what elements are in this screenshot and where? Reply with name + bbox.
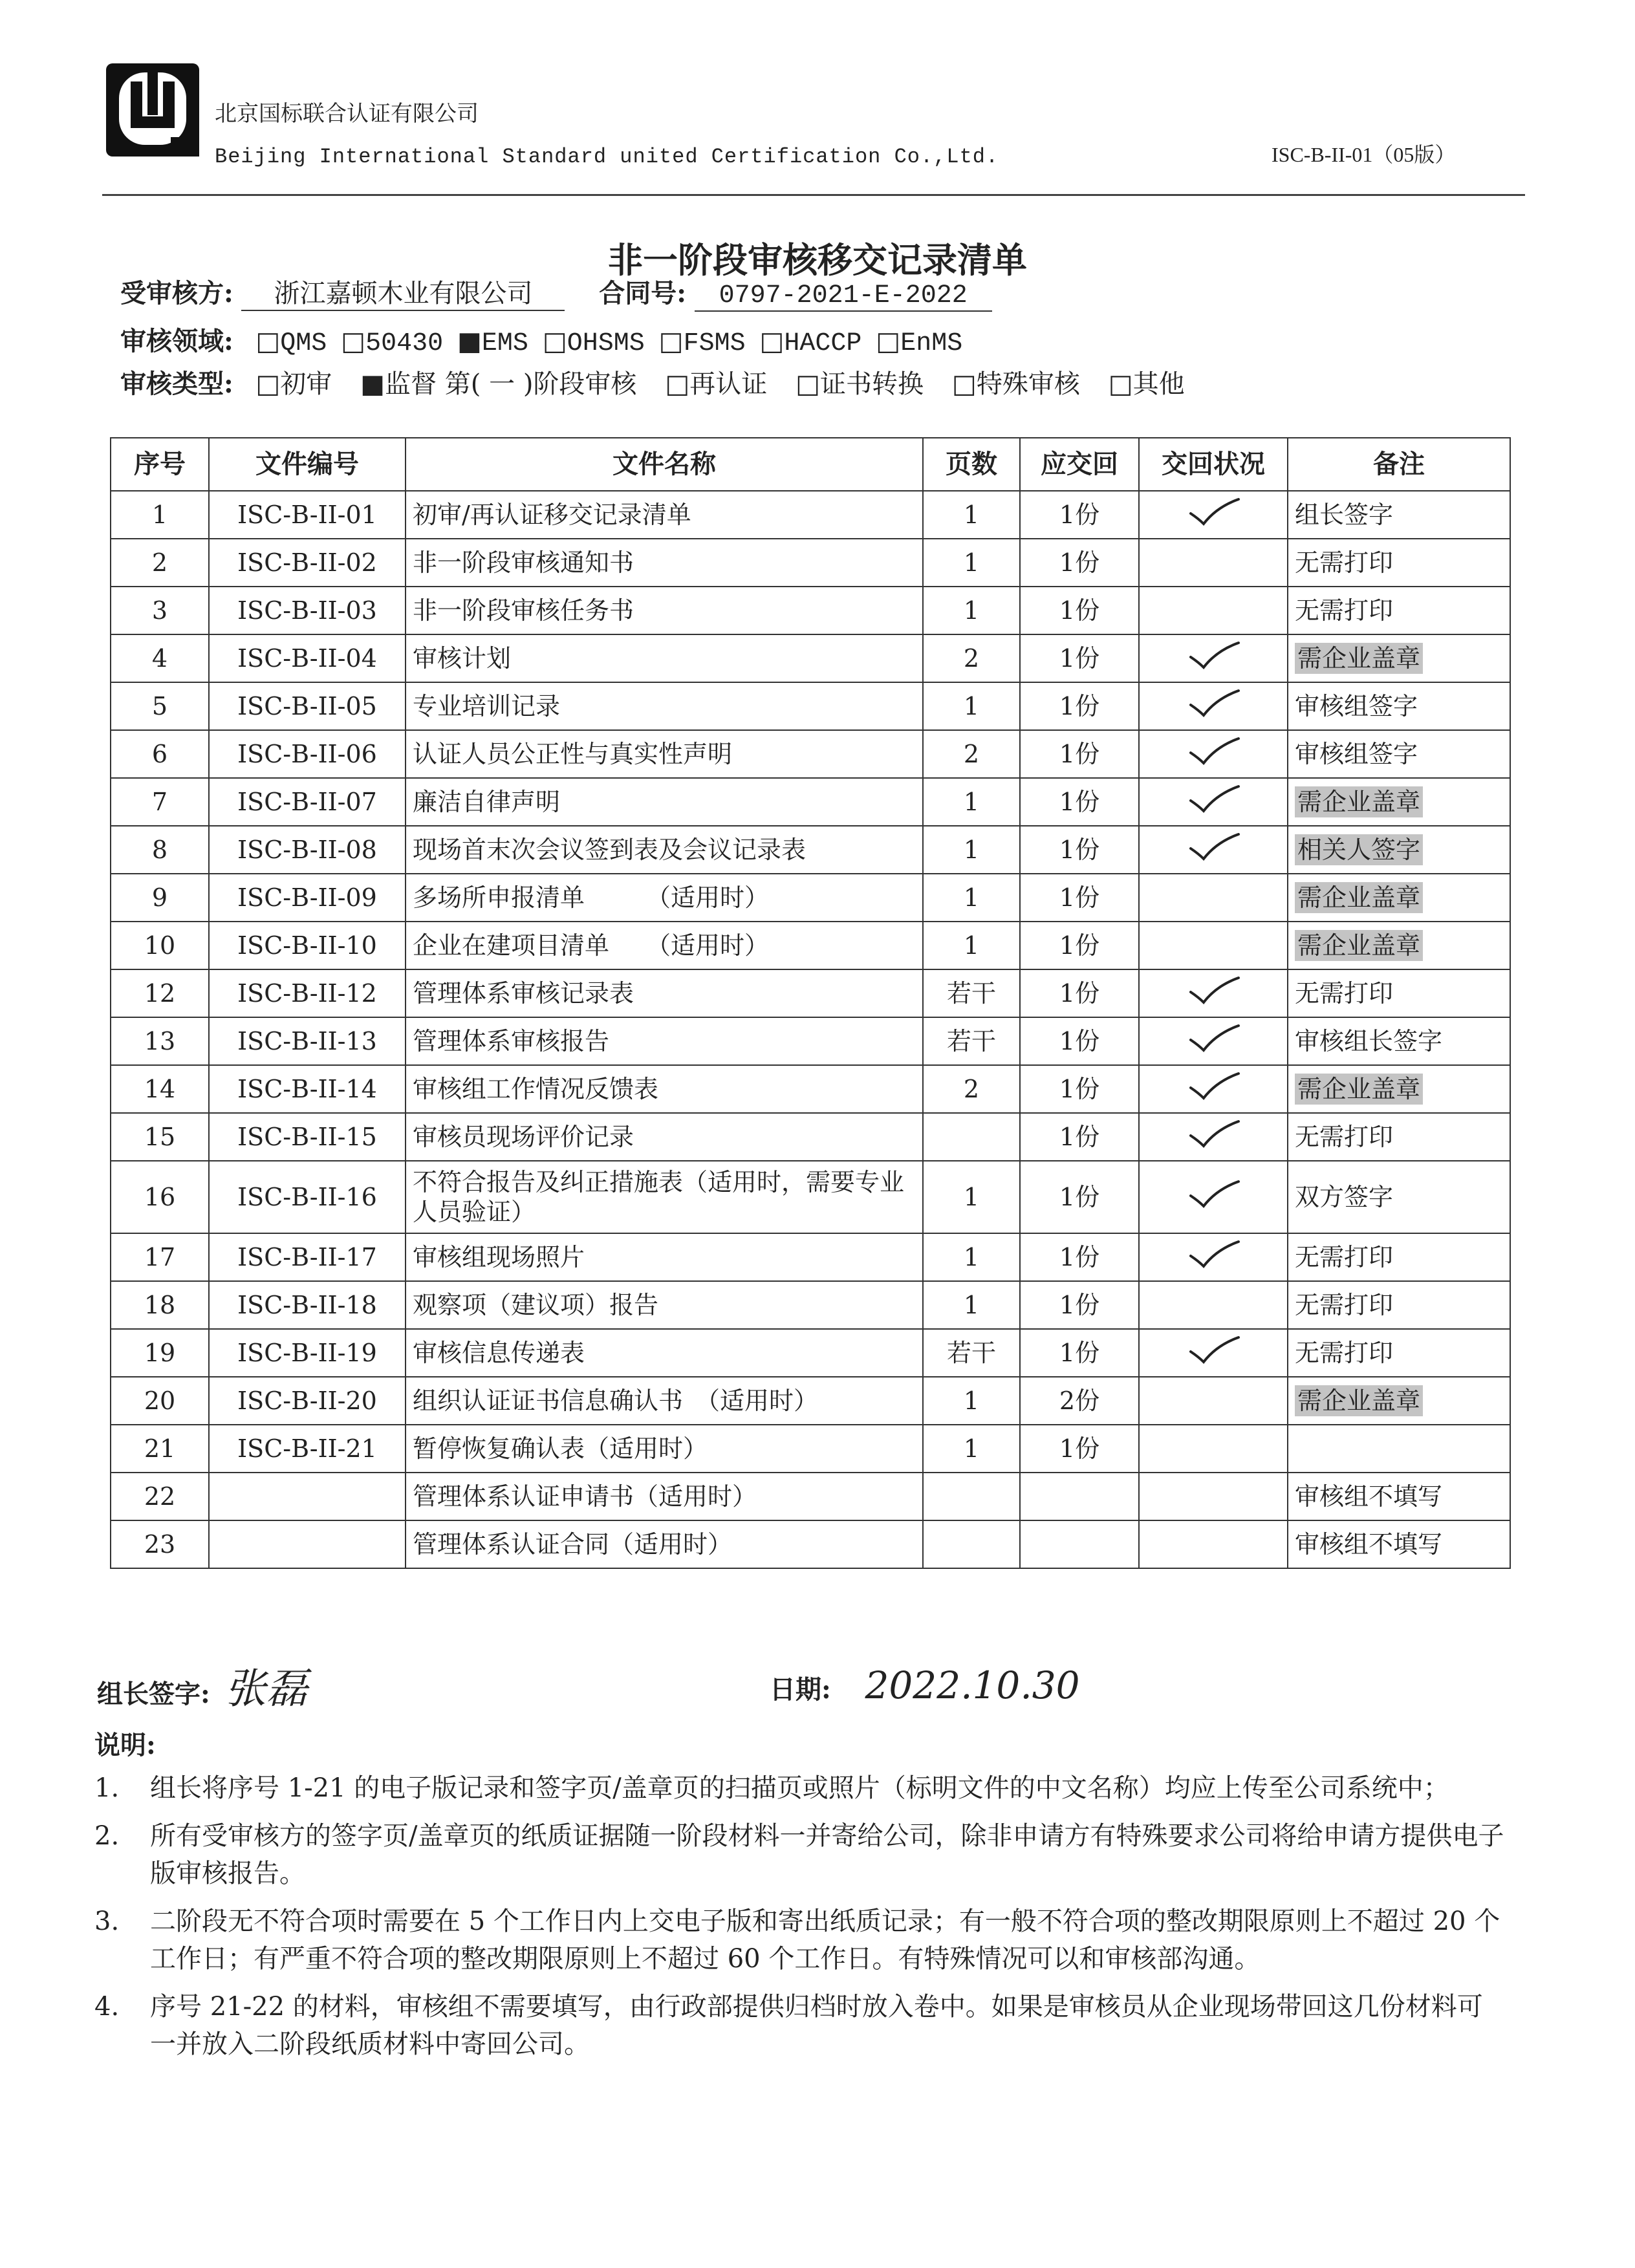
note-text: 组长将序号 1-21 的电子版记录和签字页/盖章页的扫描页或照片（标明文件的中文名称）均应上传至公司系统中； (150, 1773, 1449, 1803)
domain-option-label: EnMS (900, 329, 963, 358)
domain-option[interactable] (760, 327, 862, 356)
leader-label: 组长签字: (97, 1679, 210, 1709)
table-row (111, 1233, 1510, 1281)
cell-remark (1288, 1377, 1510, 1425)
date-line (770, 1663, 1080, 1707)
cell-remark (1288, 1113, 1510, 1161)
cell-no: 3 (111, 587, 209, 634)
cell-no: 5 (111, 682, 209, 730)
checkmark-icon (1184, 830, 1242, 863)
remark-text: 审核组签字 (1295, 739, 1418, 768)
cell-name: 暂停恢复确认表（适用时） (406, 1425, 923, 1473)
remark-text: 需企业盖章 (1295, 1074, 1423, 1105)
header-divider (102, 194, 1525, 196)
checked-box-icon[interactable]: ■ (457, 327, 482, 356)
remark-text: 无需打印 (1295, 1290, 1394, 1319)
cell-copies: 1份 (1020, 1065, 1139, 1113)
cell-no: 10 (111, 922, 209, 969)
cell-no: 2 (111, 539, 209, 587)
remark-text: 需企业盖章 (1295, 882, 1423, 913)
remark-text: 无需打印 (1295, 1338, 1394, 1367)
cell-copies: 1份 (1020, 778, 1139, 826)
cell-copies: 1份 (1020, 1425, 1139, 1473)
table-row (111, 730, 1510, 778)
cell-code: ISC-B-II-16 (209, 1161, 406, 1233)
cell-returned (1139, 1161, 1288, 1233)
cell-no: 1 (111, 491, 209, 539)
company-logo (102, 59, 203, 160)
checkmark-icon (1184, 1118, 1242, 1150)
cell-no: 15 (111, 1113, 209, 1161)
domain-option[interactable] (341, 327, 443, 356)
remark-text: 需企业盖章 (1295, 643, 1423, 674)
cell-remark (1288, 730, 1510, 778)
cell-pages: 1 (923, 1161, 1020, 1233)
checkbox-icon[interactable]: □ (658, 327, 684, 356)
leader-signature-line (97, 1656, 307, 1715)
cell-code: ISC-B-II-12 (209, 969, 406, 1017)
auditee-value: 浙江嘉顿木业有限公司 (241, 273, 565, 311)
cell-copies: 1份 (1020, 682, 1139, 730)
checkbox-icon[interactable]: □ (665, 369, 690, 399)
table-row (111, 539, 1510, 587)
checkmark-icon (1184, 495, 1242, 528)
cell-copies: 1份 (1020, 922, 1139, 969)
checkmark-icon (1184, 735, 1242, 767)
cell-remark (1288, 1017, 1510, 1065)
form-code: ISC-B-II-01（05版） (1272, 143, 1456, 166)
type-option[interactable] (1109, 369, 1185, 399)
cell-pages: 1 (923, 491, 1020, 539)
note-number: 2. (94, 1821, 120, 1851)
cell-copies: 1份 (1020, 730, 1139, 778)
note-number: 4. (94, 1992, 120, 2022)
date-value: 2022.10.30 (865, 1663, 1080, 1707)
checkbox-icon[interactable]: □ (759, 327, 785, 356)
checkmark-icon (1184, 974, 1242, 1006)
checkmark-icon (1184, 783, 1242, 815)
cell-name: 廉洁自律声明 (406, 778, 923, 826)
cell-code: ISC-B-II-10 (209, 922, 406, 969)
type-options (241, 369, 1184, 399)
checkbox-icon[interactable]: □ (542, 327, 567, 356)
type-option-label: 监督 第( 一 )阶段审核 (385, 369, 637, 399)
note-item (94, 1903, 1504, 1978)
cell-returned (1139, 969, 1288, 1017)
cell-name: 管理体系审核报告 (406, 1017, 923, 1065)
note-text: 二阶段无不符合项时需要在 5 个工作日内上交电子版和寄出纸质记录；有一般不符合项的整改期限原则上不超过 20 个工作日；有严重不符合项的整改期限原则上不超过 60 个工作日。有特殊情况可以和审核部沟通。 (150, 1906, 1500, 1974)
domain-option[interactable] (457, 327, 528, 356)
checkbox-icon[interactable]: □ (255, 327, 281, 356)
cell-code: ISC-B-II-08 (209, 826, 406, 874)
domain-line (120, 321, 962, 358)
cell-pages: 1 (923, 826, 1020, 874)
type-option-label: 再认证 (689, 369, 768, 399)
leader-signature: 张磊 (224, 1665, 308, 1713)
cell-name: 审核员现场评价记录 (406, 1113, 923, 1161)
table-row (111, 922, 1510, 969)
cell-copies (1020, 1473, 1139, 1520)
cell-copies: 1份 (1020, 1161, 1139, 1233)
cell-returned (1139, 1281, 1288, 1329)
table-row (111, 1017, 1510, 1065)
cell-no: 8 (111, 826, 209, 874)
domain-option[interactable] (255, 327, 327, 356)
table-row (111, 682, 1510, 730)
cell-pages: 2 (923, 1065, 1020, 1113)
cell-remark (1288, 491, 1510, 539)
cell-no: 17 (111, 1233, 209, 1281)
cell-remark (1288, 1233, 1510, 1281)
table-row (111, 491, 1510, 539)
checkmark-icon (1184, 1178, 1242, 1210)
remark-text: 需企业盖章 (1295, 1385, 1423, 1416)
company-name-cn: 北京国标联合认证有限公司 (215, 101, 479, 127)
cell-code: ISC-B-II-14 (209, 1065, 406, 1113)
cell-remark (1288, 1520, 1510, 1568)
checkmark-icon (1184, 687, 1242, 719)
cell-code: ISC-B-II-02 (209, 539, 406, 587)
domain-option-label: OHSMS (567, 329, 645, 358)
domain-label: 审核领域: (120, 326, 233, 356)
cell-name: 组织认证证书信息确认书 （适用时） (406, 1377, 923, 1425)
cell-copies: 1份 (1020, 539, 1139, 587)
domain-options (241, 327, 962, 356)
remark-text: 审核组长签字 (1295, 1026, 1443, 1055)
note-number: 3. (94, 1906, 120, 1936)
cell-code: ISC-B-II-19 (209, 1329, 406, 1377)
table-row (111, 1113, 1510, 1161)
remark-text: 需企业盖章 (1295, 786, 1423, 817)
cell-code: ISC-B-II-21 (209, 1425, 406, 1473)
remark-text: 无需打印 (1295, 548, 1394, 577)
table-header-row (111, 438, 1510, 491)
cell-returned (1139, 587, 1288, 634)
table-row (111, 1329, 1510, 1377)
cell-pages (923, 1520, 1020, 1568)
notes-section (94, 1727, 1504, 2073)
note-text: 序号 21-22 的材料，审核组不需要填写，由行政部提供归档时放入卷中。如果是审核员从企业现场带回这几份材料可一并放入二阶段纸质材料中寄回公司。 (150, 1992, 1483, 2059)
cell-pages: 2 (923, 730, 1020, 778)
cell-pages: 1 (923, 539, 1020, 587)
cell-remark (1288, 1281, 1510, 1329)
cell-code: ISC-B-II-13 (209, 1017, 406, 1065)
cell-pages: 若干 (923, 1017, 1020, 1065)
remark-text: 无需打印 (1295, 596, 1394, 625)
cell-code: ISC-B-II-06 (209, 730, 406, 778)
cell-pages: 1 (923, 1281, 1020, 1329)
domain-option-label: 50430 (365, 329, 444, 358)
cell-remark (1288, 1425, 1510, 1473)
type-option-label: 其他 (1132, 369, 1185, 399)
note-text: 所有受审核方的签字页/盖章页的纸质证据随一阶段材料一并寄给公司，除非申请方有特殊要求公司将给申请方提供电子版审核报告。 (150, 1821, 1504, 1888)
cell-returned (1139, 1065, 1288, 1113)
cell-name: 初审/再认证移交记录清单 (406, 491, 923, 539)
cell-code: ISC-B-II-04 (209, 634, 406, 682)
table-row (111, 1425, 1510, 1473)
table-row (111, 874, 1510, 922)
checkmark-icon (1184, 1334, 1242, 1366)
checkmark-icon (1184, 1238, 1242, 1270)
cell-returned (1139, 539, 1288, 587)
cell-pages (923, 1113, 1020, 1161)
table-row (111, 1281, 1510, 1329)
cell-remark (1288, 587, 1510, 634)
cell-name: 审核计划 (406, 634, 923, 682)
note-item (94, 1769, 1504, 1807)
cell-returned (1139, 922, 1288, 969)
cell-remark (1288, 1329, 1510, 1377)
cell-returned (1139, 1017, 1288, 1065)
cell-returned (1139, 1377, 1288, 1425)
type-option[interactable] (360, 369, 636, 399)
cell-pages: 若干 (923, 1329, 1020, 1377)
note-number: 1. (94, 1773, 120, 1803)
cell-returned (1139, 1425, 1288, 1473)
cell-pages: 1 (923, 874, 1020, 922)
note-item (94, 1988, 1504, 2063)
cell-copies: 1份 (1020, 969, 1139, 1017)
cell-code: ISC-B-II-18 (209, 1281, 406, 1329)
cell-remark (1288, 634, 1510, 682)
cell-pages (923, 1473, 1020, 1520)
cell-no: 14 (111, 1065, 209, 1113)
cell-copies: 1份 (1020, 1017, 1139, 1065)
table-row (111, 969, 1510, 1017)
checkbox-icon[interactable]: □ (255, 369, 281, 399)
company-name-en: Beijing International Standard united Certification Co.,Ltd. (215, 145, 999, 169)
type-option-label: 初审 (280, 369, 332, 399)
cell-code (209, 1520, 406, 1568)
type-line (120, 363, 1185, 400)
cell-returned (1139, 682, 1288, 730)
checkbox-icon[interactable]: □ (876, 327, 901, 356)
remark-text: 组长签字 (1295, 500, 1394, 529)
cell-copies: 1份 (1020, 587, 1139, 634)
table-row (111, 1161, 1510, 1233)
auditee-line (120, 273, 992, 312)
note-item (94, 1817, 1504, 1892)
table-row (111, 826, 1510, 874)
contract-label: 合同号: (599, 278, 686, 308)
cell-returned (1139, 1329, 1288, 1377)
table-row (111, 587, 1510, 634)
remark-text: 相关人签字 (1295, 834, 1423, 865)
checkbox-icon[interactable]: □ (952, 369, 977, 399)
checkmark-icon (1184, 1070, 1242, 1102)
table-row (111, 1377, 1510, 1425)
remark-text: 无需打印 (1295, 978, 1394, 1008)
checkmark-icon (1184, 1022, 1242, 1054)
cell-remark (1288, 969, 1510, 1017)
cell-copies: 1份 (1020, 874, 1139, 922)
type-option[interactable] (665, 369, 767, 399)
type-option[interactable] (796, 369, 924, 399)
checked-box-icon[interactable]: ■ (360, 369, 385, 399)
date-label: 日期: (770, 1674, 831, 1705)
col-header-remark: 备注 (1288, 438, 1510, 491)
table-row (111, 778, 1510, 826)
cell-name: 现场首末次会议签到表及会议记录表 (406, 826, 923, 874)
cell-copies: 2份 (1020, 1377, 1139, 1425)
contract-value: 0797-2021-E-2022 (695, 281, 992, 312)
cell-code: ISC-B-II-20 (209, 1377, 406, 1425)
cell-name: 审核组现场照片 (406, 1233, 923, 1281)
cell-name: 非一阶段审核通知书 (406, 539, 923, 587)
domain-option[interactable] (659, 327, 746, 356)
domain-option-label: FSMS (683, 329, 746, 358)
cell-pages: 1 (923, 682, 1020, 730)
cell-code: ISC-B-II-01 (209, 491, 406, 539)
cell-pages: 1 (923, 1377, 1020, 1425)
remark-text: 需企业盖章 (1295, 930, 1423, 961)
cell-no: 4 (111, 634, 209, 682)
col-header-no: 序号 (111, 438, 209, 491)
cell-name: 多场所申报清单 （适用时） (406, 874, 923, 922)
cell-pages: 1 (923, 1233, 1020, 1281)
cell-no: 13 (111, 1017, 209, 1065)
cell-remark (1288, 539, 1510, 587)
notes-label: 说明: (94, 1730, 156, 1760)
cell-remark (1288, 1065, 1510, 1113)
domain-option-label: EMS (481, 329, 528, 358)
cell-remark (1288, 682, 1510, 730)
cell-copies: 1份 (1020, 1329, 1139, 1377)
cell-code: ISC-B-II-05 (209, 682, 406, 730)
cell-code (209, 1473, 406, 1520)
col-header-pages: 页数 (923, 438, 1020, 491)
checkbox-icon[interactable]: □ (796, 369, 821, 399)
cell-returned (1139, 1473, 1288, 1520)
cell-copies: 1份 (1020, 634, 1139, 682)
cell-remark (1288, 1161, 1510, 1233)
domain-option-label: QMS (280, 329, 327, 358)
remark-text: 审核组不填写 (1295, 1482, 1443, 1511)
cell-remark (1288, 826, 1510, 874)
cell-code: ISC-B-II-17 (209, 1233, 406, 1281)
auditee-label: 受审核方: (120, 278, 233, 308)
remark-text: 双方签字 (1295, 1182, 1394, 1211)
cell-no: 18 (111, 1281, 209, 1329)
domain-option[interactable] (876, 327, 962, 356)
cell-pages: 1 (923, 587, 1020, 634)
remark-text: 审核组不填写 (1295, 1529, 1443, 1559)
remark-text: 审核组签字 (1295, 691, 1418, 720)
cell-returned (1139, 874, 1288, 922)
cell-remark (1288, 778, 1510, 826)
cell-name: 不符合报告及纠正措施表（适用时，需要专业人员验证） (406, 1161, 923, 1233)
col-header-returned: 交回状况 (1139, 438, 1288, 491)
col-header-code: 文件编号 (209, 438, 406, 491)
checkbox-icon[interactable]: □ (341, 327, 366, 356)
cell-no: 9 (111, 874, 209, 922)
cell-copies: 1份 (1020, 826, 1139, 874)
cell-copies: 1份 (1020, 491, 1139, 539)
cell-returned (1139, 634, 1288, 682)
cell-pages: 若干 (923, 969, 1020, 1017)
cell-code: ISC-B-II-09 (209, 874, 406, 922)
cell-name: 管理体系认证申请书（适用时） (406, 1473, 923, 1520)
col-header-copies: 应交回 (1020, 438, 1139, 491)
remark-text: 无需打印 (1295, 1122, 1394, 1151)
cell-returned (1139, 1233, 1288, 1281)
cell-no: 7 (111, 778, 209, 826)
checkmark-icon (1184, 639, 1242, 671)
checkbox-icon[interactable]: □ (1108, 369, 1133, 399)
cell-no: 16 (111, 1161, 209, 1233)
cell-name: 专业培训记录 (406, 682, 923, 730)
domain-option-label: HACCP (784, 329, 862, 358)
cell-no: 6 (111, 730, 209, 778)
cell-pages: 1 (923, 922, 1020, 969)
cell-name: 非一阶段审核任务书 (406, 587, 923, 634)
col-header-name: 文件名称 (406, 438, 923, 491)
cell-no: 20 (111, 1377, 209, 1425)
cell-returned (1139, 491, 1288, 539)
cell-remark (1288, 874, 1510, 922)
cell-copies: 1份 (1020, 1113, 1139, 1161)
type-label: 审核类型: (120, 369, 233, 399)
table-row (111, 1520, 1510, 1568)
cell-returned (1139, 778, 1288, 826)
cell-copies: 1份 (1020, 1233, 1139, 1281)
document-title: 非一阶段审核移交记录清单 (608, 239, 1027, 281)
cell-pages: 1 (923, 778, 1020, 826)
cell-no: 12 (111, 969, 209, 1017)
cell-name: 管理体系审核记录表 (406, 969, 923, 1017)
table-row (111, 1065, 1510, 1113)
table-row (111, 634, 1510, 682)
cell-no: 19 (111, 1329, 209, 1377)
cell-code: ISC-B-II-15 (209, 1113, 406, 1161)
cell-returned (1139, 1113, 1288, 1161)
table-row (111, 1473, 1510, 1520)
type-option[interactable] (952, 369, 1080, 399)
cell-remark (1288, 922, 1510, 969)
remark-text: 无需打印 (1295, 1242, 1394, 1271)
cell-name: 认证人员公正性与真实性声明 (406, 730, 923, 778)
type-option[interactable] (255, 369, 332, 399)
cell-pages: 1 (923, 1425, 1020, 1473)
cell-copies: 1份 (1020, 1281, 1139, 1329)
cell-name: 审核组工作情况反馈表 (406, 1065, 923, 1113)
cell-code: ISC-B-II-07 (209, 778, 406, 826)
cell-name: 企业在建项目清单 （适用时） (406, 922, 923, 969)
cell-returned (1139, 730, 1288, 778)
cell-name: 观察项（建议项）报告 (406, 1281, 923, 1329)
domain-option[interactable] (543, 327, 645, 356)
cell-no: 23 (111, 1520, 209, 1568)
cell-code: ISC-B-II-03 (209, 587, 406, 634)
cell-returned (1139, 1520, 1288, 1568)
cell-returned (1139, 826, 1288, 874)
cell-no: 22 (111, 1473, 209, 1520)
cell-pages: 2 (923, 634, 1020, 682)
cell-name: 审核信息传递表 (406, 1329, 923, 1377)
cell-copies (1020, 1520, 1139, 1568)
cell-no: 21 (111, 1425, 209, 1473)
type-option-label: 证书转换 (820, 369, 924, 399)
transfer-record-table (110, 437, 1511, 1569)
cell-name: 管理体系认证合同（适用时） (406, 1520, 923, 1568)
type-option-label: 特殊审核 (976, 369, 1080, 399)
cell-remark (1288, 1473, 1510, 1520)
